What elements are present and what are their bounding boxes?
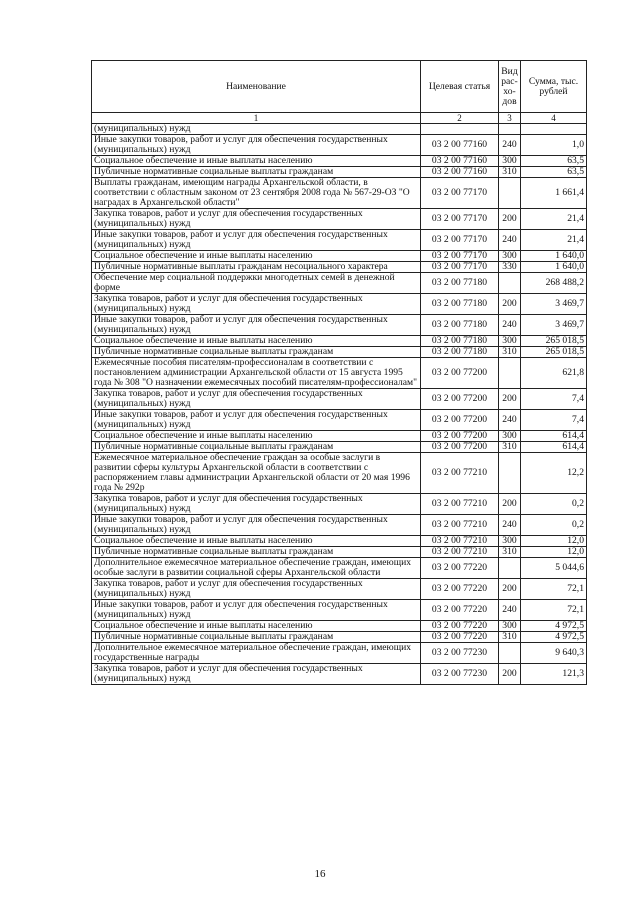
row-sum: 21,4 bbox=[521, 230, 587, 251]
row-sum: 0,2 bbox=[521, 515, 587, 536]
row-target-article: 03 2 00 77210 bbox=[421, 494, 499, 515]
table-row bbox=[92, 135, 587, 156]
table-row bbox=[92, 124, 587, 135]
row-expense-type: 200 bbox=[499, 389, 521, 410]
row-name: Дополнительное ежемесячное материальное обеспечение граждан, имеющих государственные награды bbox=[92, 643, 421, 664]
column-number-row bbox=[92, 113, 587, 124]
header-target-article: Целевая статья bbox=[421, 61, 499, 113]
row-sum: 1,0 bbox=[521, 135, 587, 156]
table-row bbox=[92, 547, 587, 558]
row-expense-type bbox=[499, 358, 521, 389]
row-target-article: 03 2 00 77210 bbox=[421, 536, 499, 547]
row-expense-type: 330 bbox=[499, 262, 521, 273]
row-expense-type: 240 bbox=[499, 515, 521, 536]
row-name: Иные закупки товаров, работ и услуг для обеспечения государственных (муниципальных) нужд bbox=[92, 135, 421, 156]
row-sum: 614,4 bbox=[521, 442, 587, 453]
page-number: 16 bbox=[314, 868, 326, 880]
row-sum: 614,4 bbox=[521, 431, 587, 442]
row-name: Социальное обеспечение и иные выплаты населению bbox=[92, 156, 421, 167]
row-name: Закупка товаров, работ и услуг для обеспечения государственных (муниципальных) нужд bbox=[92, 664, 421, 685]
row-target-article: 03 2 00 77210 bbox=[421, 547, 499, 558]
row-sum: 12,2 bbox=[521, 453, 587, 494]
row-target-article: 03 2 00 77160 bbox=[421, 135, 499, 156]
row-target-article: 03 2 00 77220 bbox=[421, 632, 499, 643]
header-expense-type: Вид рас-хо-дов bbox=[499, 61, 521, 113]
row-sum: 12,0 bbox=[521, 536, 587, 547]
table-row bbox=[92, 156, 587, 167]
row-target-article: 03 2 00 77170 bbox=[421, 209, 499, 230]
row-name: Социальное обеспечение и иные выплаты населению bbox=[92, 536, 421, 547]
row-target-article: 03 2 00 77220 bbox=[421, 579, 499, 600]
row-sum: 265 018,5 bbox=[521, 336, 587, 347]
table-row bbox=[92, 230, 587, 251]
row-expense-type: 300 bbox=[499, 621, 521, 632]
row-name: Публичные нормативные социальные выплаты гражданам bbox=[92, 442, 421, 453]
row-sum: 1 640,0 bbox=[521, 251, 587, 262]
row-sum: 7,4 bbox=[521, 389, 587, 410]
row-expense-type: 300 bbox=[499, 251, 521, 262]
table-row bbox=[92, 262, 587, 273]
row-target-article bbox=[421, 124, 499, 135]
row-expense-type: 300 bbox=[499, 536, 521, 547]
row-sum: 121,3 bbox=[521, 664, 587, 685]
row-target-article: 03 2 00 77220 bbox=[421, 600, 499, 621]
row-target-article: 03 2 00 77180 bbox=[421, 294, 499, 315]
row-target-article: 03 2 00 77180 bbox=[421, 336, 499, 347]
row-target-article: 03 2 00 77200 bbox=[421, 389, 499, 410]
row-expense-type: 200 bbox=[499, 579, 521, 600]
row-expense-type: 310 bbox=[499, 347, 521, 358]
budget-table bbox=[91, 60, 587, 685]
row-target-article: 03 2 00 77170 bbox=[421, 230, 499, 251]
row-name: Закупка товаров, работ и услуг для обеспечения государственных (муниципальных) нужд bbox=[92, 389, 421, 410]
row-target-article: 03 2 00 77220 bbox=[421, 558, 499, 579]
row-sum: 5 044,6 bbox=[521, 558, 587, 579]
row-target-article: 03 2 00 77200 bbox=[421, 431, 499, 442]
table-row bbox=[92, 453, 587, 494]
row-expense-type bbox=[499, 178, 521, 209]
row-target-article: 03 2 00 77180 bbox=[421, 315, 499, 336]
header-sum: Сумма, тыс. рублей bbox=[521, 61, 587, 113]
row-expense-type bbox=[499, 124, 521, 135]
row-name: Иные закупки товаров, работ и услуг для обеспечения государственных (муниципальных) нужд bbox=[92, 315, 421, 336]
row-expense-type: 200 bbox=[499, 209, 521, 230]
table-row bbox=[92, 294, 587, 315]
table-row bbox=[92, 178, 587, 209]
table-row bbox=[92, 579, 587, 600]
column-number: 3 bbox=[499, 113, 521, 124]
row-target-article: 03 2 00 77180 bbox=[421, 347, 499, 358]
table-row bbox=[92, 209, 587, 230]
row-name: Социальное обеспечение и иные выплаты населению bbox=[92, 431, 421, 442]
row-target-article: 03 2 00 77210 bbox=[421, 515, 499, 536]
row-expense-type: 300 bbox=[499, 156, 521, 167]
row-expense-type: 240 bbox=[499, 600, 521, 621]
table-row bbox=[92, 347, 587, 358]
row-target-article: 03 2 00 77200 bbox=[421, 442, 499, 453]
row-sum: 63,5 bbox=[521, 156, 587, 167]
table-row bbox=[92, 431, 587, 442]
row-name: Закупка товаров, работ и услуг для обеспечения государственных (муниципальных) нужд bbox=[92, 579, 421, 600]
column-number: 1 bbox=[92, 113, 421, 124]
row-expense-type: 200 bbox=[499, 294, 521, 315]
row-sum: 72,1 bbox=[521, 579, 587, 600]
row-expense-type: 300 bbox=[499, 336, 521, 347]
row-name: Ежемесячные пособия писателям-профессионалам в соответствии с постановлением администрации Архангельской области от 15 августа 1995 года № 308 "О назначении ежемесячных пособий писателям-профессионалам" bbox=[92, 358, 421, 389]
row-target-article: 03 2 00 77170 bbox=[421, 251, 499, 262]
row-sum: 4 972,5 bbox=[521, 632, 587, 643]
row-sum: 72,1 bbox=[521, 600, 587, 621]
table-row bbox=[92, 515, 587, 536]
row-expense-type: 200 bbox=[499, 664, 521, 685]
row-target-article: 03 2 00 77200 bbox=[421, 358, 499, 389]
row-name: Иные закупки товаров, работ и услуг для обеспечения государственных (муниципальных) нужд bbox=[92, 410, 421, 431]
row-name: Закупка товаров, работ и услуг для обеспечения государственных (муниципальных) нужд bbox=[92, 494, 421, 515]
row-expense-type: 240 bbox=[499, 135, 521, 156]
row-target-article: 03 2 00 77170 bbox=[421, 178, 499, 209]
row-sum: 621,8 bbox=[521, 358, 587, 389]
row-name: Публичные нормативные выплаты гражданам несоциального характера bbox=[92, 262, 421, 273]
row-name: Иные закупки товаров, работ и услуг для обеспечения государственных (муниципальных) нужд bbox=[92, 600, 421, 621]
row-expense-type: 240 bbox=[499, 230, 521, 251]
table-row bbox=[92, 536, 587, 547]
table-row bbox=[92, 632, 587, 643]
row-name: Иные закупки товаров, работ и услуг для обеспечения государственных (муниципальных) нужд bbox=[92, 515, 421, 536]
row-sum bbox=[521, 124, 587, 135]
row-name: Выплаты гражданам, имеющим награды Архангельской области, в соответствии с областным законом от 23 сентября 2008 года № 567-29-ОЗ "О наградах в Архангельской области" bbox=[92, 178, 421, 209]
table-row bbox=[92, 558, 587, 579]
row-expense-type bbox=[499, 558, 521, 579]
row-target-article: 03 2 00 77230 bbox=[421, 664, 499, 685]
row-sum: 7,4 bbox=[521, 410, 587, 431]
row-sum: 1 640,0 bbox=[521, 262, 587, 273]
column-number: 2 bbox=[421, 113, 499, 124]
row-expense-type: 310 bbox=[499, 632, 521, 643]
budget-table-container bbox=[91, 60, 586, 685]
row-expense-type: 240 bbox=[499, 315, 521, 336]
row-name: Ежемесячное материальное обеспечение граждан за особые заслуги в развитии сферы культуры Архангельской области в соответствии с распоряжением главы администрации Архангельской области от 20 мая 1996 года № 292р bbox=[92, 453, 421, 494]
table-row bbox=[92, 358, 587, 389]
table-body bbox=[92, 113, 587, 685]
row-target-article: 03 2 00 77160 bbox=[421, 167, 499, 178]
row-expense-type: 240 bbox=[499, 410, 521, 431]
row-name: Дополнительное ежемесячное материальное обеспечение граждан, имеющих особые заслуги в развитии социальной сферы Архангельской области bbox=[92, 558, 421, 579]
row-name: Социальное обеспечение и иные выплаты населению bbox=[92, 621, 421, 632]
header-name: Наименование bbox=[92, 61, 421, 113]
row-expense-type bbox=[499, 273, 521, 294]
row-name: Публичные нормативные социальные выплаты гражданам bbox=[92, 632, 421, 643]
row-sum: 9 640,3 bbox=[521, 643, 587, 664]
row-name: (муниципальных) нужд bbox=[92, 124, 421, 135]
row-target-article: 03 2 00 77170 bbox=[421, 262, 499, 273]
row-target-article: 03 2 00 77180 bbox=[421, 273, 499, 294]
table-header bbox=[92, 61, 587, 113]
table-row bbox=[92, 410, 587, 431]
row-sum: 63,5 bbox=[521, 167, 587, 178]
row-name: Публичные нормативные социальные выплаты гражданам bbox=[92, 347, 421, 358]
row-name: Социальное обеспечение и иные выплаты населению bbox=[92, 251, 421, 262]
column-number: 4 bbox=[521, 113, 587, 124]
row-name: Публичные нормативные социальные выплаты гражданам bbox=[92, 167, 421, 178]
table-row bbox=[92, 336, 587, 347]
row-expense-type: 310 bbox=[499, 167, 521, 178]
row-name: Обеспечение мер социальной поддержки многодетных семей в денежной форме bbox=[92, 273, 421, 294]
row-name: Публичные нормативные социальные выплаты гражданам bbox=[92, 547, 421, 558]
row-sum: 4 972,5 bbox=[521, 621, 587, 632]
row-name: Иные закупки товаров, работ и услуг для обеспечения государственных (муниципальных) нужд bbox=[92, 230, 421, 251]
table-row bbox=[92, 389, 587, 410]
table-row bbox=[92, 315, 587, 336]
row-target-article: 03 2 00 77220 bbox=[421, 621, 499, 632]
row-name: Закупка товаров, работ и услуг для обеспечения государственных (муниципальных) нужд bbox=[92, 294, 421, 315]
table-row bbox=[92, 442, 587, 453]
table-row bbox=[92, 273, 587, 294]
row-sum: 3 469,7 bbox=[521, 315, 587, 336]
table-row bbox=[92, 251, 587, 262]
row-name: Закупка товаров, работ и услуг для обеспечения государственных (муниципальных) нужд bbox=[92, 209, 421, 230]
row-sum: 0,2 bbox=[521, 494, 587, 515]
row-expense-type: 300 bbox=[499, 431, 521, 442]
row-target-article: 03 2 00 77160 bbox=[421, 156, 499, 167]
row-sum: 21,4 bbox=[521, 209, 587, 230]
row-expense-type: 200 bbox=[499, 494, 521, 515]
row-name: Социальное обеспечение и иные выплаты населению bbox=[92, 336, 421, 347]
row-sum: 268 488,2 bbox=[521, 273, 587, 294]
row-expense-type: 310 bbox=[499, 442, 521, 453]
table-row bbox=[92, 621, 587, 632]
table-row bbox=[92, 494, 587, 515]
row-target-article: 03 2 00 77210 bbox=[421, 453, 499, 494]
row-expense-type bbox=[499, 453, 521, 494]
row-expense-type bbox=[499, 643, 521, 664]
table-row bbox=[92, 600, 587, 621]
row-sum: 1 661,4 bbox=[521, 178, 587, 209]
row-sum: 265 018,5 bbox=[521, 347, 587, 358]
row-target-article: 03 2 00 77200 bbox=[421, 410, 499, 431]
table-row bbox=[92, 643, 587, 664]
row-expense-type: 310 bbox=[499, 547, 521, 558]
table-row bbox=[92, 664, 587, 685]
row-target-article: 03 2 00 77230 bbox=[421, 643, 499, 664]
row-sum: 12,0 bbox=[521, 547, 587, 558]
table-row bbox=[92, 167, 587, 178]
row-sum: 3 469,7 bbox=[521, 294, 587, 315]
